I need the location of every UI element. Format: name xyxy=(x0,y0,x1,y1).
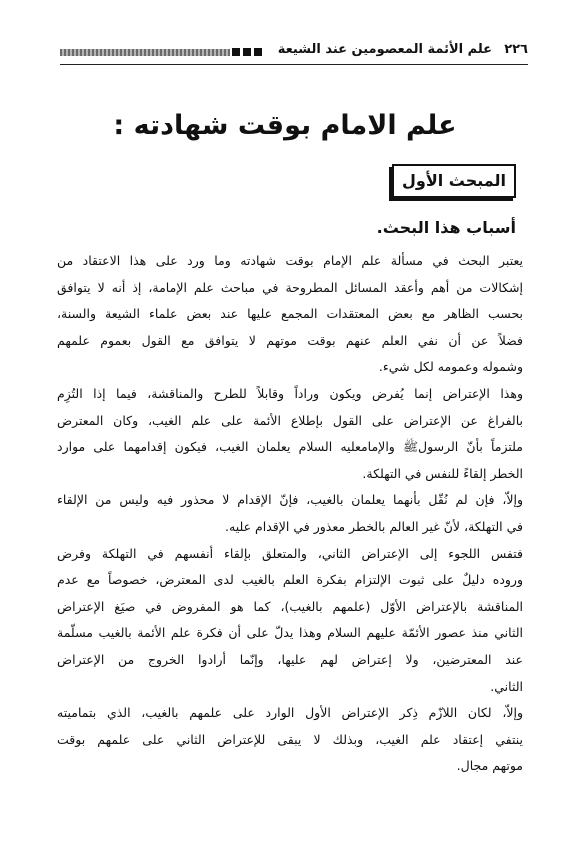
text-line: وروده دليلٌ على ثبوت الإلتزام بفكرة العلم بالغيب لدى المعترض، خصوصاً مع عدم xyxy=(57,572,523,588)
text-line: الخطر إلقاءً للنفس في التهلكة. xyxy=(362,465,523,481)
section-heading: المبحث الأول xyxy=(392,164,516,198)
text-line: وإلاّ، فإن لم نُقّل بأنهما يعلمان بالغيب، فإنّ الإقدام لا محذور فيه وليس من الإلقاء xyxy=(57,492,523,508)
subheading: أسباب هذا البحث. xyxy=(376,218,516,237)
text-line: فضلاً عن أن نفي العلم عنهم بوقت موتهم لا يتوافق مع القول بعموم علمهم xyxy=(57,332,523,348)
header-ornament-squares xyxy=(232,48,262,56)
header-ornament-bar xyxy=(60,49,230,56)
text-line: وهذا الإعتراض إنما يُفرض ويكون وراداً وقابلاً للطرح والمناقشة، فيما إذا التُزِم xyxy=(57,385,523,401)
chapter-title: علم الامام بوقت شهادته : xyxy=(113,110,457,141)
text-line: ينتفي إعتقاد علم الغيب، وبذلك لا يبقى للإعتراض الثاني على علمهم بوقت xyxy=(57,731,523,747)
text-line: يعتبر البحث في مسألة علم الإمام بوقت شهادته وما ورد على هذا الاعتقاد من xyxy=(57,253,523,268)
text-line: موتهم مجال. xyxy=(456,758,523,774)
ornament-square xyxy=(232,48,240,56)
text-line: وإلاّ، لكان اللازّم ذِكر الإعتراض الأول الوارد على علمهم بالغيب، الذي بتماميته xyxy=(57,705,523,721)
running-header xyxy=(60,40,528,66)
text-line: فتفس اللجوء إلى الإعتراض الثاني، والمتعلق بإلقاء أنفسهم في التهلكة وفرض xyxy=(57,545,523,561)
text-line: المناقشة بالإعتراض الأوّل (علمهم بالغيب)، كما هو المفروض في صيَغ الإعتراض xyxy=(57,598,523,614)
page-number: ٢٢٦ xyxy=(504,42,528,57)
ornament-square xyxy=(243,48,251,56)
text-line: عند المعترضين، ولا إعتراض لهم عليها، وإنّما أرادوا الخروج من الإعتراض xyxy=(57,651,523,667)
text-line: بحسب الظاهر مع بعض المعتقدات المجمع عليها عند بعض علماء الشيعة والسنة، xyxy=(57,306,523,322)
text-line: إشكالات من أهم وأعقد المسائل المطروحة في مباحث علم الإمامة، إذ أنه لا يتوافق xyxy=(57,279,523,295)
text-line: وشموله وعمومه لكل شيء. xyxy=(378,359,523,375)
text-line: الثاني منذ عصور الأئمّة عليهم السلام وهذا يدلّ على أن فكرة علم الأئمة بالغيب مسلّمة xyxy=(57,625,523,641)
text-line: بالفراغ عن الإعتراض على القول بإطلاع الأئمة على علم الغيب، وكان المعترض xyxy=(57,412,523,428)
text-line: في التهلكة، لأنّ غير العالم بالخطر معذور في الإقدام عليه. xyxy=(225,518,523,534)
text-line: ملتزماً بأنّ الرسولﷺ والإمامعليه السلام يعلمان الغيب، فيكون إقدامهما على موارد xyxy=(57,439,523,455)
ornament-square xyxy=(254,48,262,56)
running-title: علم الأئمة المعصومين عند الشيعة xyxy=(277,42,492,57)
body-text xyxy=(57,248,523,780)
header-rule xyxy=(60,64,528,65)
text-line: الثاني. xyxy=(490,678,523,694)
